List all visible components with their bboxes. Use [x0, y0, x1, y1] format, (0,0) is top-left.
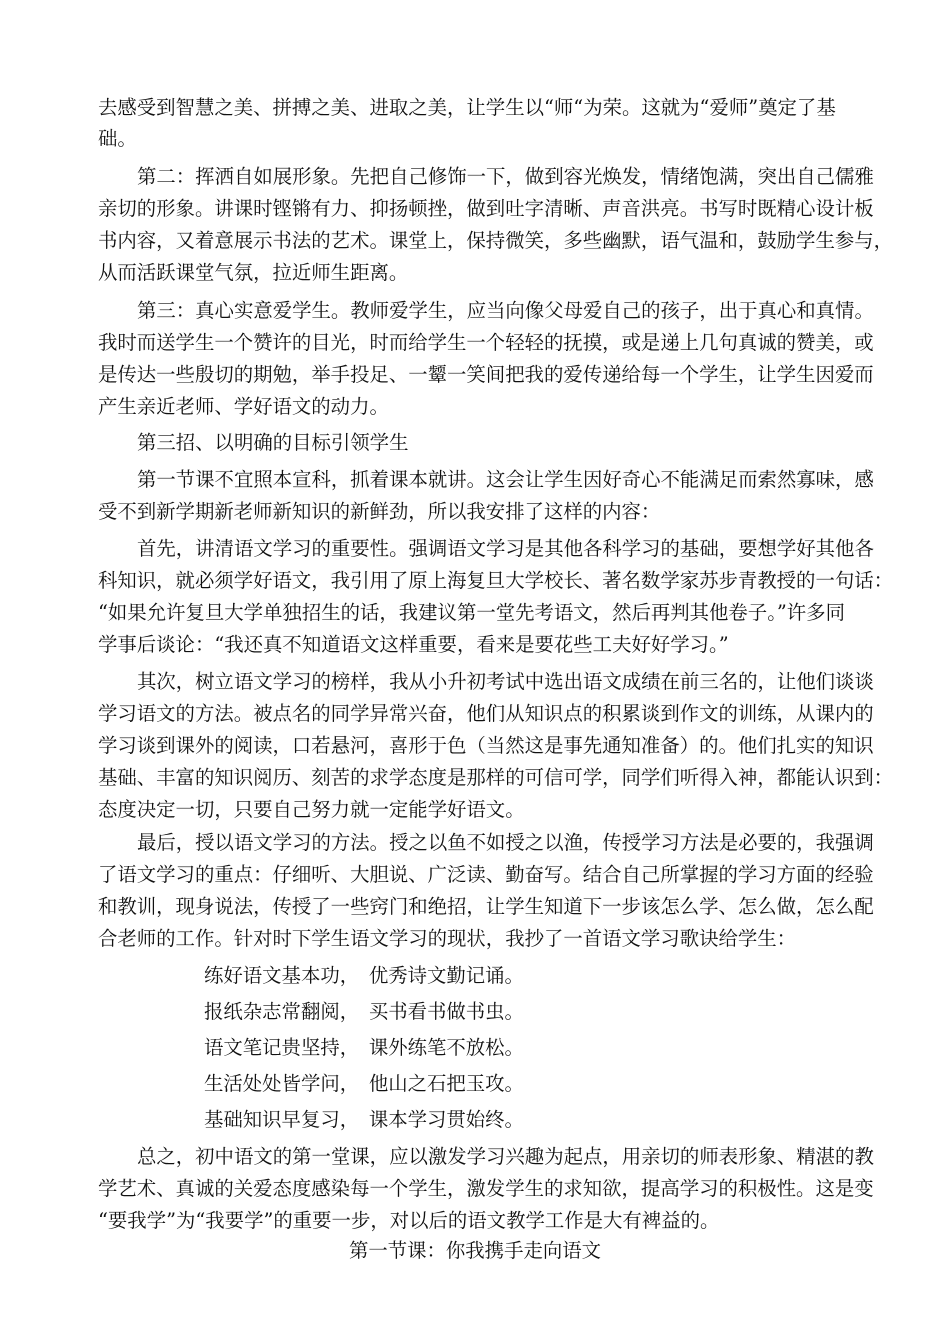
text-line: 去感受到智慧之美、拼搏之美、进取之美，让学生以“师“为荣。这就为“爱师”奠定了基 — [98, 96, 836, 119]
text-line: 其次，树立语文学习的榜样，我从小升初考试中选出语文成绩在前三名的，让他们谈谈 — [137, 670, 874, 693]
text-line: 态度决定一切，只要自己努力就一定能学好语文。 — [98, 798, 525, 821]
poem-line: 语文笔记贵坚持， 课外练笔不放松。 — [204, 1036, 524, 1059]
text-line: 我时而送学生一个赞许的目光，时而给学生一个轻轻的抚摸，或是递上几句真诚的赞美，或 — [98, 331, 874, 354]
text-line: 合老师的工作。针对时下学生语文学习的现状，我抄了一首语文学习歌诀给学生： — [98, 927, 797, 950]
text-line: “要我学”为“我要学”的重要一步，对以后的语文教学工作是大有裨益的。 — [98, 1209, 720, 1232]
text-line: 第一节课不宜照本宣科，抓着课本就讲。这会让学生因好奇心不能满足而索然寡味，感 — [137, 468, 874, 491]
text-line: 了语文学习的重点：仔细听、大胆说、广泛读、勤奋写。结合自己所掌握的学习方面的经验 — [98, 863, 874, 886]
text-line: 产生亲近老师、学好语文的动力。 — [98, 395, 389, 418]
text-line: 总之，初中语文的第一堂课，应以激发学习兴趣为起点，用亲切的师表形象、精湛的教 — [137, 1145, 874, 1168]
text-line: 首先，讲清语文学习的重要性。强调语文学习是其他各科学习的基础，要想学好其他各 — [137, 537, 874, 560]
poem-line: 报纸杂志常翻阅， 买书看书做书虫。 — [204, 1000, 524, 1023]
text-line: 第三：真心实意爱学生。教师爱学生，应当向像父母爱自己的孩子，出于真心和真情。 — [137, 299, 874, 322]
poem-line: 练好语文基本功， 优秀诗文勤记诵。 — [204, 964, 524, 987]
text-line: 础。 — [98, 127, 137, 150]
text-line: 亲切的形象。讲课时铿锵有力、抑扬顿挫，做到吐字清晰、声音洪亮。书写时既精心设计板 — [98, 197, 874, 220]
section-heading: 第三招、以明确的目标引领学生 — [137, 431, 409, 454]
closing-title: 第一节课：你我携手走向语文 — [348, 1239, 602, 1262]
text-line: 和教训，现身说法，传授了一些窍门和绝招，让学生知道下一步该怎么学、怎么做，怎么配 — [98, 895, 874, 918]
text-line: 基础、丰富的知识阅历、刻苦的求学态度是那样的可信可学，同学们听得入神，都能认识到： — [98, 766, 894, 789]
text-line: 书内容，又着意展示书法的艺术。课堂上，保持微笑，多些幽默，语气温和，鼓励学生参与， — [98, 229, 894, 252]
text-line: 从而活跃课堂气氛，拉近师生距离。 — [98, 261, 409, 284]
text-line: “如果允许复旦大学单独招生的话，我建议第一堂先考语文，然后再判其他卷子。”许多同 — [98, 601, 845, 624]
text-line: 是传达一些殷切的期勉，举手投足、一颦一笑间把我的爱传递给每一个学生，让学生因爱而 — [98, 363, 874, 386]
text-line: 学习语文的方法。被点名的同学异常兴奋，他们从知识点的积累谈到作文的训练，从课内的 — [98, 702, 874, 725]
poem-line: 基础知识早复习， 课本学习贯始终。 — [204, 1108, 524, 1131]
text-line: 第二：挥洒自如展形象。先把自己修饰一下，做到容光焕发，情绪饱满，突出自己儒雅 — [137, 165, 874, 188]
text-line: 受不到新学期新老师新知识的新鲜劲，所以我安排了这样的内容： — [98, 500, 661, 523]
text-line: 学事后谈论：“我还真不知道语文这样重要，看来是要花些工夫好好学习。” — [98, 633, 729, 656]
text-line: 科知识，就必须学好语文，我引用了原上海复旦大学校长、著名数学家苏步青教授的一句话： — [98, 569, 894, 592]
text-line: 最后，授以语文学习的方法。授之以鱼不如授之以渔，传授学习方法是必要的，我强调 — [137, 831, 874, 854]
text-line: 学习谈到课外的阅读，口若悬河，喜形于色（当然这是事先通知准备）的。他们扎实的知识 — [98, 734, 874, 757]
poem-line: 生活处处皆学问， 他山之石把玉攻。 — [204, 1072, 524, 1095]
text-line: 学艺术、真诚的关爱态度感染每一个学生，激发学生的求知欲，提高学习的积极性。这是变 — [98, 1177, 874, 1200]
